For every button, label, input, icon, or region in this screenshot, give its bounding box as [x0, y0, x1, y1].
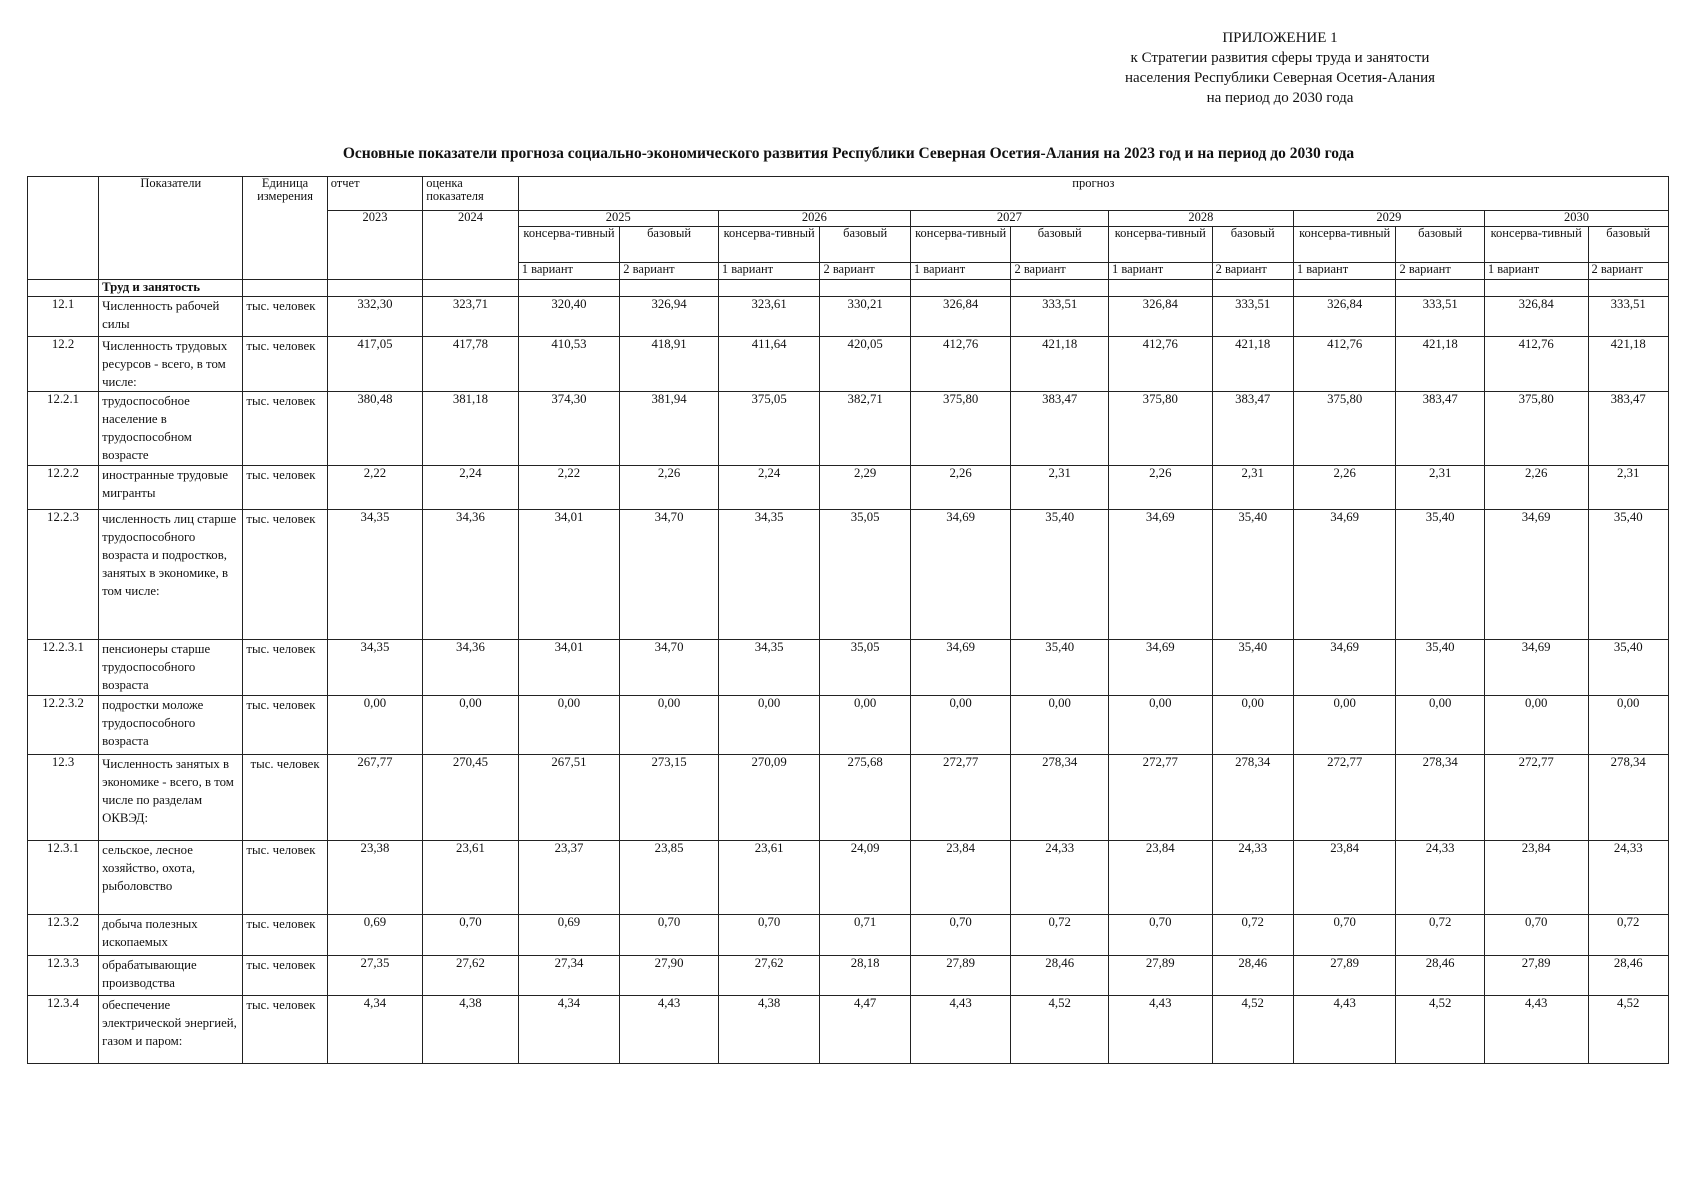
- header-year-2024: 2024: [423, 211, 519, 280]
- value-cell: 24,33: [1011, 841, 1109, 915]
- row-code: 12.3.1: [28, 841, 99, 915]
- value-cell: 380,48: [327, 392, 423, 466]
- value-cell: 35,40: [1588, 640, 1669, 696]
- value-cell: 35,40: [1396, 510, 1484, 640]
- table-row: [28, 392, 1669, 466]
- header-forecast: прогноз: [518, 177, 1668, 211]
- header-variant-2: 2 вариант: [1396, 263, 1484, 280]
- row-unit: тыс. человек: [243, 915, 327, 956]
- header-conservative: консерва-тивный: [718, 227, 820, 263]
- value-cell: 27,35: [327, 956, 423, 996]
- value-cell: 0,00: [718, 696, 820, 755]
- value-cell: 0,71: [820, 915, 910, 956]
- row-code: 12.3.2: [28, 915, 99, 956]
- value-cell: 326,84: [910, 297, 1011, 337]
- value-cell: 0,69: [518, 915, 620, 956]
- value-cell: 270,09: [718, 755, 820, 841]
- value-cell: 326,84: [1484, 297, 1588, 337]
- section-unit-cell: [243, 280, 327, 297]
- header-basic: базовый: [1212, 227, 1293, 263]
- value-cell: 4,38: [718, 996, 820, 1064]
- row-indicator-name: Численность рабочей силы: [99, 297, 243, 337]
- value-cell: 410,53: [518, 337, 620, 392]
- row-indicator-name: добыча полезных ископаемых: [99, 915, 243, 956]
- header-conservative: консерва-тивный: [910, 227, 1011, 263]
- value-cell: 28,46: [1011, 956, 1109, 996]
- value-cell: 27,89: [1108, 956, 1212, 996]
- value-cell: 2,22: [327, 466, 423, 510]
- row-indicator-name: Численность занятых в экономике - всего, в том числе по разделам ОКВЭД:: [99, 755, 243, 841]
- row-code: 12.3: [28, 755, 99, 841]
- value-cell: 34,69: [1484, 510, 1588, 640]
- value-cell: 418,91: [620, 337, 719, 392]
- header-year: 2025: [518, 211, 718, 227]
- value-cell: 0,00: [423, 696, 519, 755]
- row-indicator-name: трудоспособное население в трудоспособном возрасте: [99, 392, 243, 466]
- value-cell: 23,84: [910, 841, 1011, 915]
- value-cell: 34,69: [910, 640, 1011, 696]
- table-row: [28, 337, 1669, 392]
- value-cell: 272,77: [1108, 755, 1212, 841]
- value-cell: 27,90: [620, 956, 719, 996]
- value-cell: 2,31: [1588, 466, 1669, 510]
- appendix-line: на период до 2030 года: [1206, 90, 1354, 106]
- appendix-note: [1080, 28, 1480, 108]
- value-cell: 2,31: [1011, 466, 1109, 510]
- value-cell: 421,18: [1212, 337, 1293, 392]
- row-indicator-name: пенсионеры старше трудоспособного возраста: [99, 640, 243, 696]
- value-cell: 2,26: [910, 466, 1011, 510]
- value-cell: 420,05: [820, 337, 910, 392]
- value-cell: 34,01: [518, 640, 620, 696]
- header-year: 2026: [718, 211, 910, 227]
- value-cell: 326,84: [1293, 297, 1396, 337]
- value-cell: 35,40: [1011, 510, 1109, 640]
- value-cell: 2,26: [620, 466, 719, 510]
- value-cell: 35,40: [1212, 640, 1293, 696]
- header-conservative: консерва-тивный: [1108, 227, 1212, 263]
- row-unit: тыс. человек: [243, 466, 327, 510]
- header-variant-1: 1 вариант: [1484, 263, 1588, 280]
- value-cell: 0,69: [327, 915, 423, 956]
- value-cell: 272,77: [910, 755, 1011, 841]
- value-cell: 28,18: [820, 956, 910, 996]
- value-cell: 2,31: [1396, 466, 1484, 510]
- value-cell: 34,69: [1293, 510, 1396, 640]
- header-basic: базовый: [1588, 227, 1669, 263]
- value-cell: 2,26: [1108, 466, 1212, 510]
- value-cell: 27,89: [910, 956, 1011, 996]
- value-cell: 27,62: [718, 956, 820, 996]
- row-code: 12.2.3.2: [28, 696, 99, 755]
- value-cell: 2,29: [820, 466, 910, 510]
- row-code: 12.2.3.1: [28, 640, 99, 696]
- row-code: 12.2.1: [28, 392, 99, 466]
- value-cell: 0,72: [1011, 915, 1109, 956]
- value-cell: 0,70: [1108, 915, 1212, 956]
- row-unit: тыс. человек: [243, 841, 327, 915]
- header-variant-2: 2 вариант: [620, 263, 719, 280]
- appendix-line: к Стратегии развития сферы труда и занятости: [1130, 50, 1430, 66]
- section-title: [99, 280, 243, 297]
- value-cell: 27,62: [423, 956, 519, 996]
- value-cell: 278,34: [1396, 755, 1484, 841]
- value-cell: 35,05: [820, 510, 910, 640]
- header-basic: базовый: [1396, 227, 1484, 263]
- value-cell: 330,21: [820, 297, 910, 337]
- header-variant-2: 2 вариант: [1212, 263, 1293, 280]
- value-cell: 4,52: [1011, 996, 1109, 1064]
- value-cell: 34,69: [1108, 640, 1212, 696]
- value-cell: 0,70: [423, 915, 519, 956]
- value-cell: 412,76: [1293, 337, 1396, 392]
- value-cell: 0,70: [620, 915, 719, 956]
- value-cell: 0,00: [1108, 696, 1212, 755]
- row-unit: тыс. человек: [243, 755, 327, 841]
- value-cell: 383,47: [1396, 392, 1484, 466]
- header-indicators: Показатели: [99, 177, 243, 280]
- value-cell: 375,80: [1484, 392, 1588, 466]
- value-cell: 0,70: [1484, 915, 1588, 956]
- value-cell: 34,69: [1293, 640, 1396, 696]
- row-code: 12.2.3: [28, 510, 99, 640]
- header-unit: Единица измерения: [243, 177, 327, 280]
- value-cell: 28,46: [1212, 956, 1293, 996]
- header-variant-1: 1 вариант: [1108, 263, 1212, 280]
- value-cell: 23,61: [718, 841, 820, 915]
- value-cell: 23,84: [1484, 841, 1588, 915]
- value-cell: 278,34: [1011, 755, 1109, 841]
- row-code: 12.2: [28, 337, 99, 392]
- row-unit: тыс. человек: [243, 510, 327, 640]
- value-cell: 0,00: [1011, 696, 1109, 755]
- row-unit: тыс. человек: [243, 640, 327, 696]
- row-unit: тыс. человек: [243, 297, 327, 337]
- value-cell: 4,52: [1396, 996, 1484, 1064]
- table-row: [28, 510, 1669, 640]
- value-cell: 0,70: [718, 915, 820, 956]
- row-code: 12.3.4: [28, 996, 99, 1064]
- value-cell: 27,89: [1484, 956, 1588, 996]
- value-cell: 323,71: [423, 297, 519, 337]
- row-indicator-name: сельское, лесное хозяйство, охота, рыболовство: [99, 841, 243, 915]
- value-cell: 4,38: [423, 996, 519, 1064]
- table-body: [28, 280, 1669, 1064]
- row-code: 12.1: [28, 297, 99, 337]
- value-cell: 4,34: [518, 996, 620, 1064]
- value-cell: 34,35: [327, 640, 423, 696]
- value-cell: 275,68: [820, 755, 910, 841]
- row-unit: тыс. человек: [243, 392, 327, 466]
- value-cell: 24,09: [820, 841, 910, 915]
- value-cell: 28,46: [1396, 956, 1484, 996]
- value-cell: 421,18: [1396, 337, 1484, 392]
- value-cell: 4,43: [1293, 996, 1396, 1064]
- table-row: [28, 956, 1669, 996]
- header-variant-1: 1 вариант: [1293, 263, 1396, 280]
- row-indicator-name: иностранные трудовые мигранты: [99, 466, 243, 510]
- value-cell: 24,33: [1588, 841, 1669, 915]
- appendix-line: населения Республики Северная Осетия-Алания: [1124, 70, 1436, 86]
- header-variant-2: 2 вариант: [820, 263, 910, 280]
- row-code: 12.2.2: [28, 466, 99, 510]
- value-cell: 412,76: [1484, 337, 1588, 392]
- value-cell: 0,70: [1293, 915, 1396, 956]
- value-cell: 27,89: [1293, 956, 1396, 996]
- value-cell: 333,51: [1588, 297, 1669, 337]
- value-cell: 4,34: [327, 996, 423, 1064]
- value-cell: 0,00: [1293, 696, 1396, 755]
- value-cell: 0,00: [327, 696, 423, 755]
- header-conservative: консерва-тивный: [1293, 227, 1396, 263]
- header-year: 2030: [1484, 211, 1668, 227]
- header-conservative: консерва-тивный: [518, 227, 620, 263]
- value-cell: 333,51: [1396, 297, 1484, 337]
- value-cell: 375,80: [1108, 392, 1212, 466]
- value-cell: 421,18: [1011, 337, 1109, 392]
- value-cell: 23,85: [620, 841, 719, 915]
- header-basic: базовый: [820, 227, 910, 263]
- value-cell: 28,46: [1588, 956, 1669, 996]
- value-cell: 273,15: [620, 755, 719, 841]
- document-title: Основные показатели прогноза социально-экономического развития Республики Северная Осетия-Алания на 2023 год и на период до 2030 года: [342, 145, 1355, 162]
- header-report: отчет: [327, 177, 423, 211]
- header-conservative: консерва-тивный: [1484, 227, 1588, 263]
- value-cell: 0,00: [1396, 696, 1484, 755]
- value-cell: 278,34: [1588, 755, 1669, 841]
- row-unit: тыс. человек: [243, 696, 327, 755]
- value-cell: 34,35: [327, 510, 423, 640]
- value-cell: 381,94: [620, 392, 719, 466]
- value-cell: 272,77: [1293, 755, 1396, 841]
- value-cell: 34,69: [910, 510, 1011, 640]
- value-cell: 4,43: [910, 996, 1011, 1064]
- header-variant-2: 2 вариант: [1011, 263, 1109, 280]
- value-cell: 272,77: [1484, 755, 1588, 841]
- header-year: 2028: [1108, 211, 1293, 227]
- row-unit: тыс. человек: [243, 337, 327, 392]
- value-cell: 24,33: [1212, 841, 1293, 915]
- value-cell: 34,36: [423, 510, 519, 640]
- value-cell: 4,43: [1484, 996, 1588, 1064]
- value-cell: 278,34: [1212, 755, 1293, 841]
- value-cell: 4,52: [1588, 996, 1669, 1064]
- value-cell: 27,34: [518, 956, 620, 996]
- value-cell: 23,38: [327, 841, 423, 915]
- value-cell: 2,24: [423, 466, 519, 510]
- value-cell: 417,78: [423, 337, 519, 392]
- value-cell: 326,94: [620, 297, 719, 337]
- value-cell: 0,00: [910, 696, 1011, 755]
- value-cell: 34,69: [1108, 510, 1212, 640]
- row-indicator-name: обрабатывающие производства: [99, 956, 243, 996]
- header-variant-1: 1 вариант: [910, 263, 1011, 280]
- value-cell: 270,45: [423, 755, 519, 841]
- value-cell: 34,01: [518, 510, 620, 640]
- value-cell: 2,24: [718, 466, 820, 510]
- value-cell: 383,47: [1588, 392, 1669, 466]
- value-cell: 35,40: [1588, 510, 1669, 640]
- value-cell: 35,40: [1396, 640, 1484, 696]
- forecast-table: [27, 176, 1669, 1064]
- value-cell: 35,40: [1011, 640, 1109, 696]
- value-cell: 417,05: [327, 337, 423, 392]
- header-variant-1: 1 вариант: [518, 263, 620, 280]
- header-basic: базовый: [1011, 227, 1109, 263]
- value-cell: 381,18: [423, 392, 519, 466]
- row-unit: тыс. человек: [243, 996, 327, 1064]
- table-row: [28, 996, 1669, 1064]
- value-cell: 382,71: [820, 392, 910, 466]
- value-cell: 24,33: [1396, 841, 1484, 915]
- value-cell: 23,37: [518, 841, 620, 915]
- value-cell: 0,00: [518, 696, 620, 755]
- row-indicator-name: обеспечение электрической энергией, газом и паром:: [99, 996, 243, 1064]
- value-cell: 4,47: [820, 996, 910, 1064]
- table-row: [28, 466, 1669, 510]
- table-row: [28, 297, 1669, 337]
- value-cell: 375,80: [1293, 392, 1396, 466]
- value-cell: 2,26: [1484, 466, 1588, 510]
- value-cell: 4,43: [620, 996, 719, 1064]
- value-cell: 0,72: [1396, 915, 1484, 956]
- value-cell: 35,40: [1212, 510, 1293, 640]
- value-cell: 412,76: [1108, 337, 1212, 392]
- header-year-2023: 2023: [327, 211, 423, 280]
- table-row: [28, 915, 1669, 956]
- value-cell: 34,70: [620, 640, 719, 696]
- row-indicator-name: численность лиц старше трудоспособного возраста и подростков, занятых в экономике, в том числе:: [99, 510, 243, 640]
- value-cell: 23,61: [423, 841, 519, 915]
- value-cell: 412,76: [910, 337, 1011, 392]
- value-cell: 34,35: [718, 640, 820, 696]
- value-cell: 320,40: [518, 297, 620, 337]
- section-title-text: Труд и занятость: [102, 280, 201, 294]
- value-cell: 323,61: [718, 297, 820, 337]
- table-row: [28, 640, 1669, 696]
- header-year: 2029: [1293, 211, 1484, 227]
- header-year: 2027: [910, 211, 1108, 227]
- value-cell: 333,51: [1011, 297, 1109, 337]
- table-row: [28, 696, 1669, 755]
- value-cell: 0,72: [1212, 915, 1293, 956]
- value-cell: 0,72: [1588, 915, 1669, 956]
- header-basic: базовый: [620, 227, 719, 263]
- value-cell: 421,18: [1588, 337, 1669, 392]
- value-cell: 4,52: [1212, 996, 1293, 1064]
- value-cell: 383,47: [1212, 392, 1293, 466]
- value-cell: 383,47: [1011, 392, 1109, 466]
- value-cell: 375,80: [910, 392, 1011, 466]
- value-cell: 2,22: [518, 466, 620, 510]
- header-estimate: оценка показателя: [423, 177, 519, 211]
- value-cell: 34,70: [620, 510, 719, 640]
- appendix-label: ПРИЛОЖЕНИЕ 1: [1222, 30, 1338, 46]
- header-variant-2: 2 вариант: [1588, 263, 1669, 280]
- value-cell: 23,84: [1293, 841, 1396, 915]
- value-cell: 267,77: [327, 755, 423, 841]
- value-cell: 2,31: [1212, 466, 1293, 510]
- value-cell: 267,51: [518, 755, 620, 841]
- header-variant-1: 1 вариант: [718, 263, 820, 280]
- value-cell: 332,30: [327, 297, 423, 337]
- value-cell: 0,00: [1484, 696, 1588, 755]
- value-cell: 0,00: [1212, 696, 1293, 755]
- value-cell: 4,43: [1108, 996, 1212, 1064]
- value-cell: 326,84: [1108, 297, 1212, 337]
- value-cell: 333,51: [1212, 297, 1293, 337]
- value-cell: 23,84: [1108, 841, 1212, 915]
- row-unit: тыс. человек: [243, 956, 327, 996]
- value-cell: 0,00: [820, 696, 910, 755]
- table-row: [28, 841, 1669, 915]
- value-cell: 0,00: [1588, 696, 1669, 755]
- value-cell: 2,26: [1293, 466, 1396, 510]
- value-cell: 374,30: [518, 392, 620, 466]
- row-code: 12.3.3: [28, 956, 99, 996]
- value-cell: 35,05: [820, 640, 910, 696]
- value-cell: 375,05: [718, 392, 820, 466]
- section-code-cell: [28, 280, 99, 297]
- table-row: [28, 755, 1669, 841]
- value-cell: 34,36: [423, 640, 519, 696]
- value-cell: 0,00: [620, 696, 719, 755]
- row-indicator-name: подростки моложе трудоспособного возраста: [99, 696, 243, 755]
- value-cell: 34,69: [1484, 640, 1588, 696]
- section-row: [28, 280, 1669, 297]
- header-code-cell: [28, 177, 99, 280]
- row-indicator-name: Численность трудовых ресурсов - всего, в том числе:: [99, 337, 243, 392]
- value-cell: 0,70: [910, 915, 1011, 956]
- value-cell: 411,64: [718, 337, 820, 392]
- value-cell: 34,35: [718, 510, 820, 640]
